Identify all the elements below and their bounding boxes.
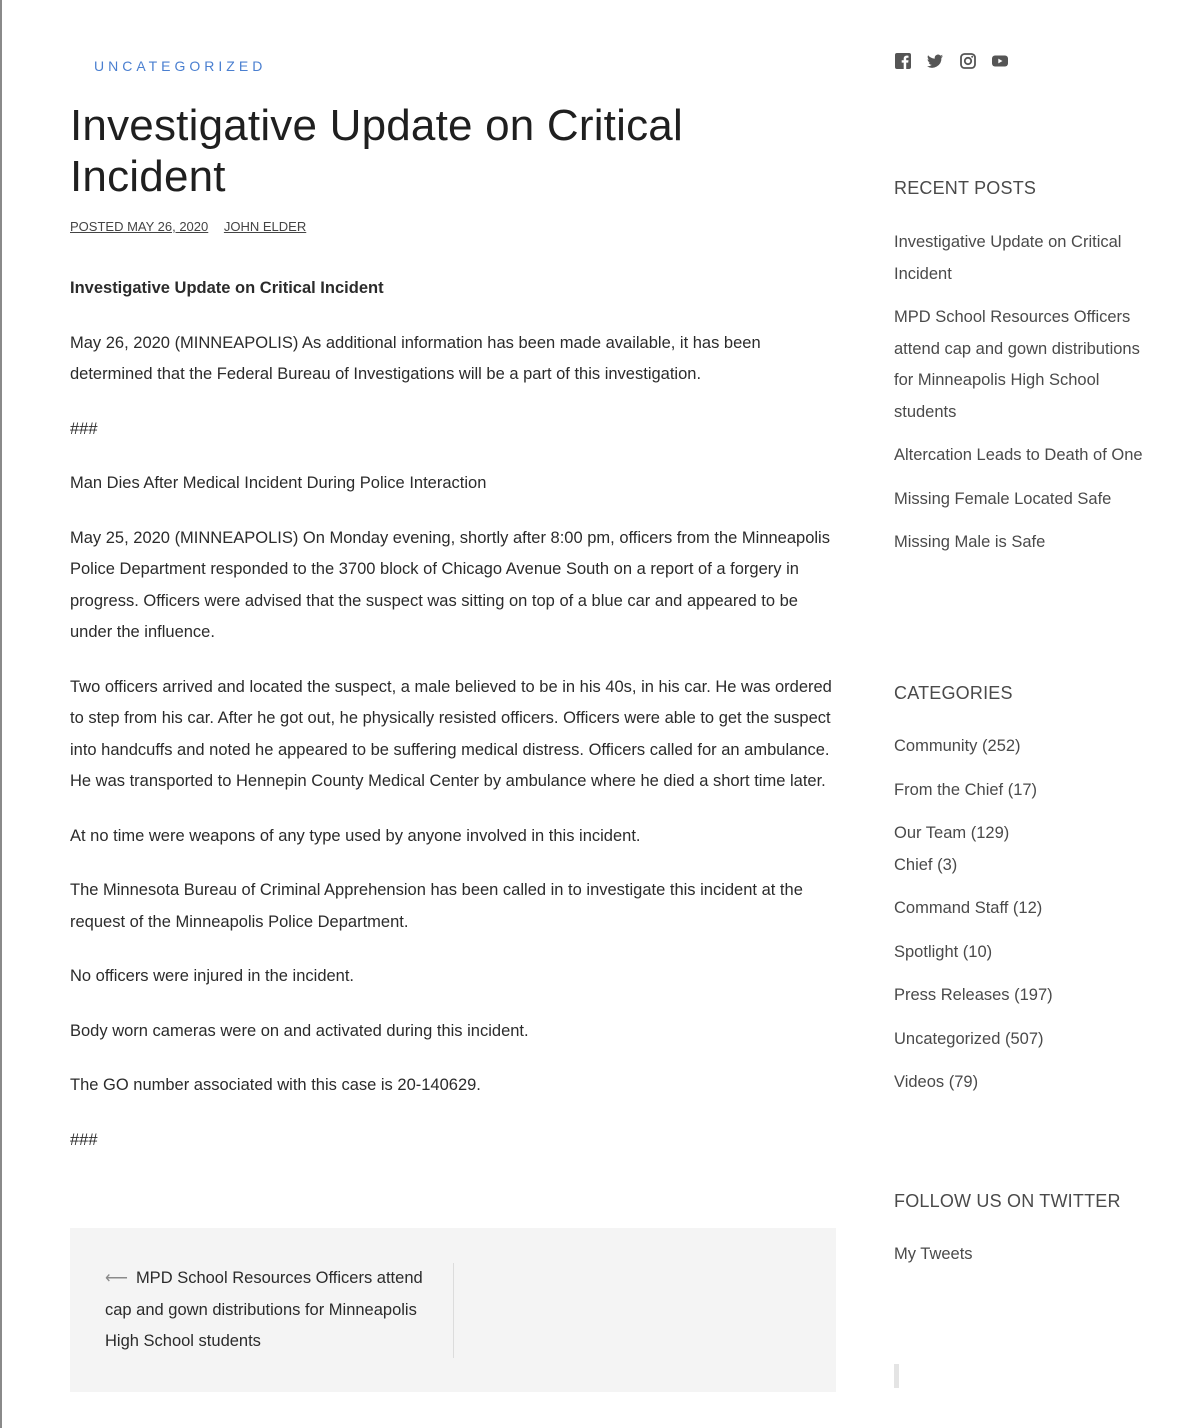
post-navigation xyxy=(70,1228,836,1392)
twitter-heading: FOLLOW US ON TWITTER xyxy=(894,1191,1121,1211)
previous-post-title: MPD School Resources Officers attend cap and gown distributions for Minneapolis High School students xyxy=(105,1269,423,1350)
post-paragraph: Man Dies After Medical Incident During Police Interaction xyxy=(70,474,487,492)
post-paragraph: The Minnesota Bureau of Criminal Apprehension has been called in to investigate this incident at the request of the Minneapolis Police Department. xyxy=(70,881,803,931)
post-paragraph: May 25, 2020 (MINNEAPOLIS) On Monday evening, shortly after 8:00 pm, officers from the Minneapolis Police Department responded to the 3700 block of Chicago Avenue South on a report of a forgery in progress. Officers were advised that the suspect was sitting on top of a blue car and appeared to be under the influence. xyxy=(70,528,830,641)
post-separator: ### xyxy=(70,1130,98,1149)
post-paragraph: No officers were injured in the incident. xyxy=(70,967,355,985)
post-paragraph: Two officers arrived and located the suspect, a male believed to be in his 40s, in his car. He was ordered to step from his car. After he got out, he physically resisted officers. Officers were able to get the suspect into handcuffs and noted he appeared to be suffering medical distress. Officers called for an ambulance. He was transported to Hennepin County Medical Center by ambulance where he died a short time later. xyxy=(70,677,832,790)
social-links xyxy=(894,52,1019,70)
recent-post-link[interactable]: Missing Male is Safe xyxy=(894,533,1046,551)
category-item[interactable]: From the Chief (17) xyxy=(894,780,1038,799)
post-separator: ### xyxy=(70,419,98,438)
category-link[interactable]: UNCATEGORIZED xyxy=(94,58,267,74)
category-item[interactable]: Our Team (129) xyxy=(894,824,1010,842)
post-paragraph: At no time were weapons of any type used by anyone involved in this incident. xyxy=(70,826,641,845)
category-item[interactable]: Press Releases (197) xyxy=(894,986,1053,1004)
recent-posts-list xyxy=(894,227,1144,571)
category-item[interactable]: Uncategorized (507) xyxy=(894,1029,1044,1048)
category-item[interactable]: Community (252) xyxy=(894,737,1021,755)
post-title: Investigative Update on Critical Incident xyxy=(70,101,683,201)
category-subitem[interactable]: Command Staff (12) xyxy=(894,899,1043,917)
arrow-left-icon: ⟵ xyxy=(105,1270,128,1287)
post-body xyxy=(70,273,836,1179)
category-subitem[interactable]: Spotlight (10) xyxy=(894,942,993,961)
previous-post-link[interactable] xyxy=(105,1263,454,1358)
category-item[interactable]: Videos (79) xyxy=(894,1073,979,1091)
post-subheading: Investigative Update on Critical Incident xyxy=(70,279,384,297)
post-author-link[interactable]: JOHN ELDER xyxy=(223,219,307,234)
recent-posts-heading: RECENT POSTS xyxy=(894,178,1037,198)
categories-list xyxy=(894,731,1144,1111)
post-meta xyxy=(70,219,318,234)
recent-post-link[interactable]: Missing Female Located Safe xyxy=(894,489,1112,508)
recent-post-link[interactable]: Investigative Update on Critical Incident xyxy=(894,233,1122,283)
post-date-link[interactable]: POSTED MAY 26, 2020 xyxy=(70,219,209,234)
recent-post-link[interactable]: MPD School Resources Officers attend cap and gown distributions for Minneapolis High School students xyxy=(894,308,1140,421)
post-paragraph: May 26, 2020 (MINNEAPOLIS) As additional information has been made available, it has been determined that the Federal Bureau of Investigations will be a part of this investigation. xyxy=(70,333,761,383)
categories-heading: CATEGORIES xyxy=(894,683,1013,703)
my-tweets-link[interactable]: My Tweets xyxy=(894,1245,973,1263)
twitter-embed-placeholder xyxy=(894,1364,899,1388)
post-paragraph: The GO number associated with this case is 20-140629. xyxy=(70,1076,481,1094)
post-paragraph: Body worn cameras were on and activated during this incident. xyxy=(70,1021,529,1040)
facebook-icon[interactable] xyxy=(894,52,912,70)
category-subitem[interactable]: Chief (3) xyxy=(894,855,958,874)
recent-post-link[interactable]: Altercation Leads to Death of One xyxy=(894,446,1143,464)
youtube-icon[interactable] xyxy=(991,52,1009,70)
twitter-icon[interactable] xyxy=(926,52,944,70)
instagram-icon[interactable] xyxy=(959,52,977,70)
